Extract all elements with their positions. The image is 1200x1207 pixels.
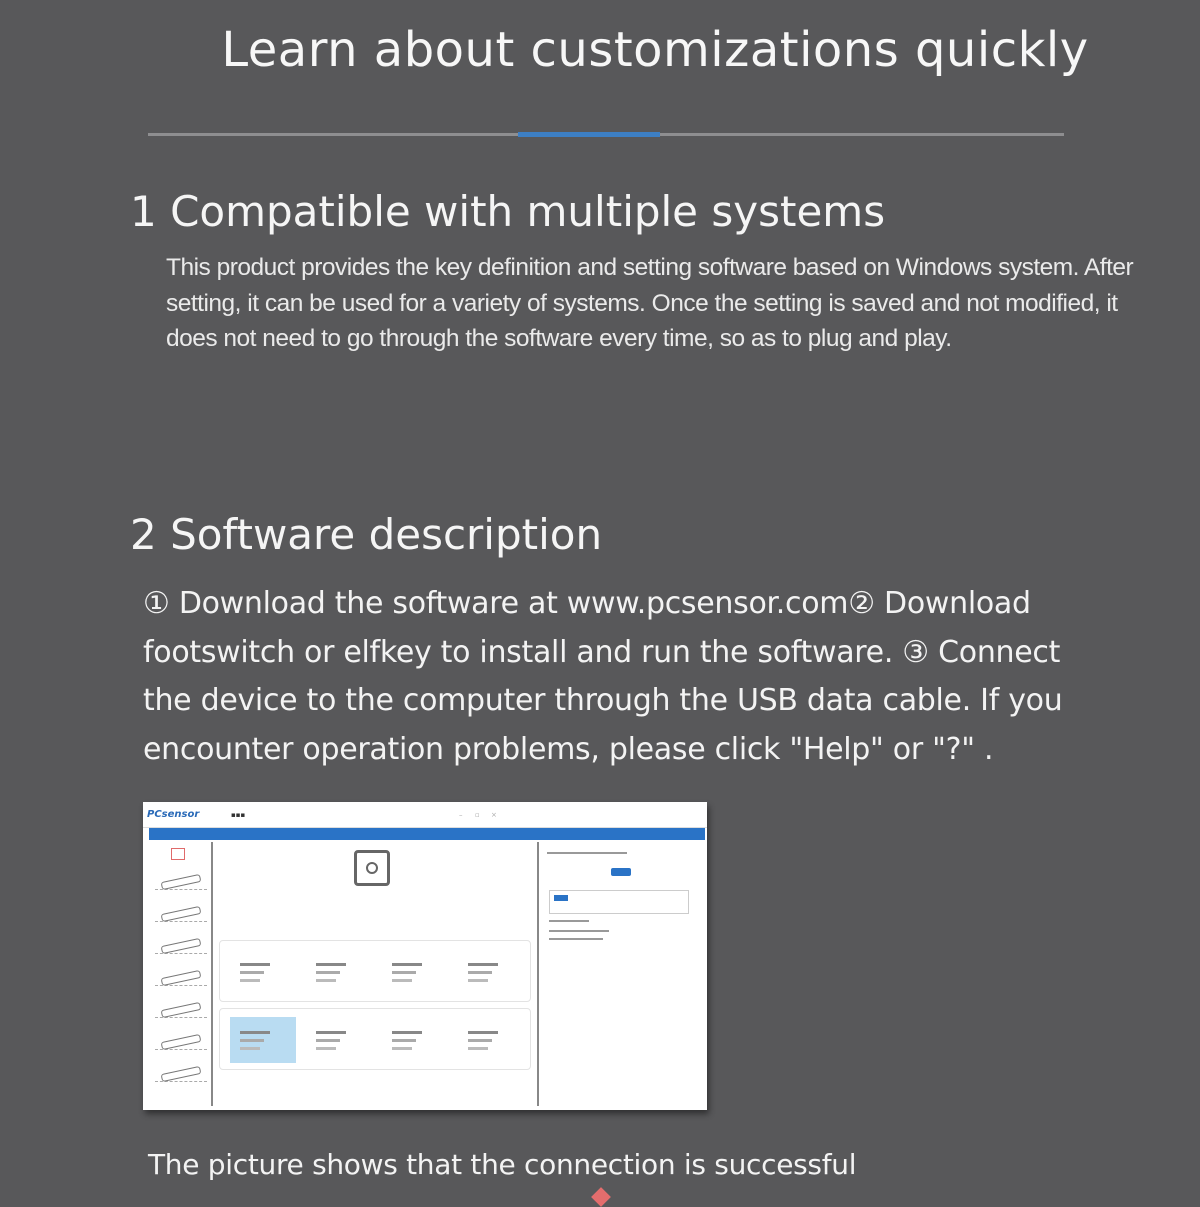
device-thumbnail: [155, 936, 207, 954]
key-cell: [306, 1017, 372, 1063]
screenshot-caption: The picture shows that the connection is successful: [148, 1148, 857, 1181]
section-2-body: ① Download the software at www.pcsensor.com② Download footswitch or elfkey to install and run the software. ③ Connect the device to the computer through the USB data cable. If you encounter operation problems, please click "Help" or "?" .: [143, 586, 1063, 767]
device-thumbnail: [155, 968, 207, 986]
device-thumbnail: [155, 1064, 207, 1082]
settings-text: [549, 938, 603, 940]
software-titlebar: [143, 802, 707, 828]
minimize-icon: –: [459, 811, 463, 819]
key-cell: [382, 949, 448, 995]
settings-options: [547, 852, 627, 854]
device-thumbnail: [155, 1032, 207, 1050]
key-cell: [458, 1017, 524, 1063]
decorative-marker: [591, 1187, 611, 1207]
key-config-panel: [219, 842, 533, 1106]
key-cell: [230, 949, 296, 995]
device-icon: [354, 850, 390, 886]
software-screenshot: [143, 802, 707, 1110]
device-thumbnail: [155, 1000, 207, 1018]
close-icon: ×: [491, 811, 497, 819]
key-grid: [219, 1008, 531, 1070]
settings-button: [611, 868, 631, 876]
software-header-bar: [149, 828, 705, 840]
device-list-sidebar: [147, 842, 213, 1106]
key-cell: [382, 1017, 448, 1063]
device-selected-icon: [171, 848, 185, 860]
section-2-title: 2 Software description: [130, 510, 603, 559]
key-cell: [306, 949, 372, 995]
device-thumbnail: [155, 872, 207, 890]
page-title: Learn about customizations quickly: [221, 22, 1089, 78]
software-logo: PCsensor: [147, 809, 200, 820]
section-1-body: This product provides the key definition and setting software based on Windows system. After setting, it can be used for a variety of systems. Once the setting is saved and not modified, it does not need to go through the software every time, so as to plug and play.: [166, 254, 1134, 352]
section-1-title: 1 Compatible with multiple systems: [130, 187, 886, 236]
key-cell-selected: [230, 1017, 296, 1063]
settings-panel: [537, 842, 703, 1106]
settings-input-box: [549, 890, 689, 914]
settings-text: [549, 920, 589, 922]
maximize-icon: ▫: [475, 811, 480, 819]
title-divider: [148, 133, 1064, 136]
software-tab: ▪▪▪: [231, 811, 246, 819]
key-grid: [219, 940, 531, 1002]
device-thumbnail: [155, 904, 207, 922]
title-divider-accent: [518, 132, 660, 137]
key-cell: [458, 949, 524, 995]
settings-text: [549, 930, 609, 932]
